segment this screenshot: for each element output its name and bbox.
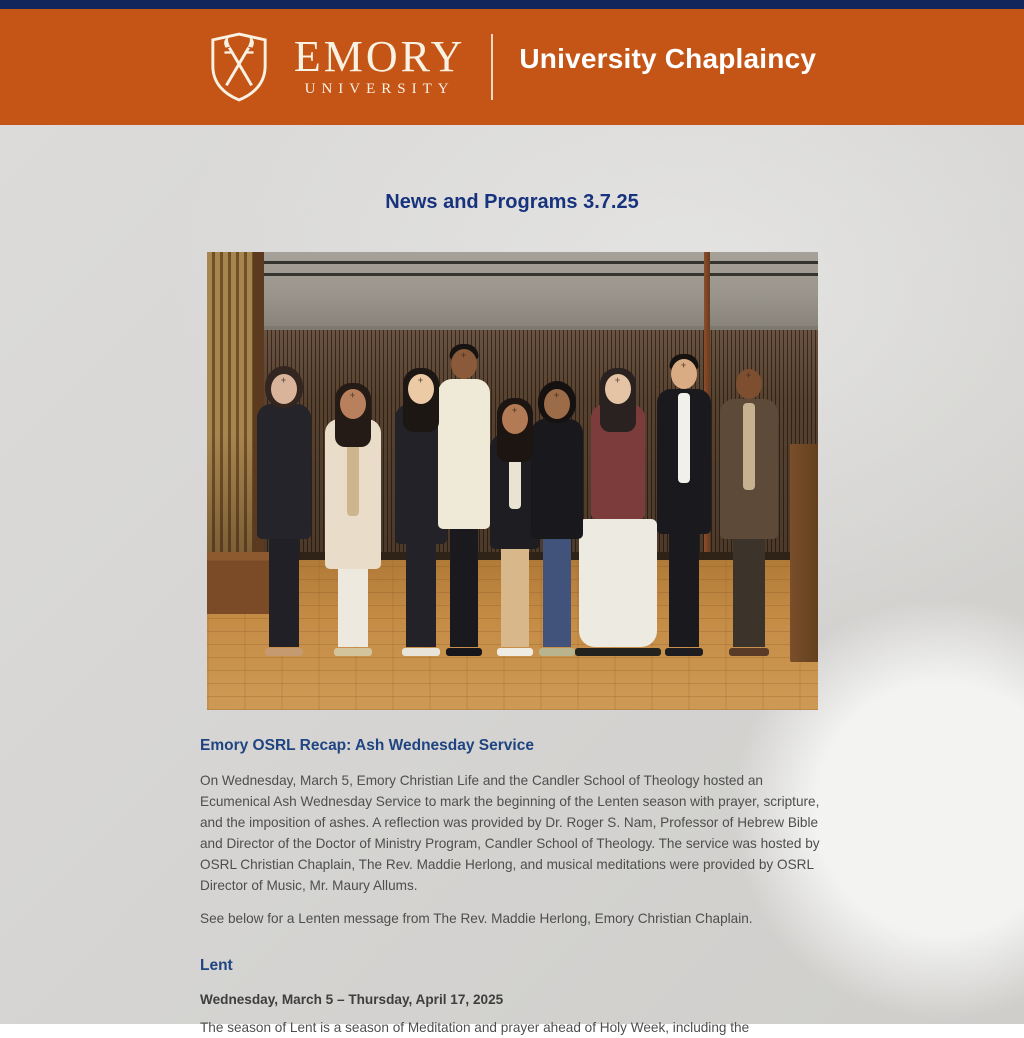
person — [709, 367, 789, 656]
recap-note: See below for a Lenten message from The Rev. Maddie Herlong, Emory Christian Chaplain. — [200, 911, 753, 926]
newsletter-body — [200, 191, 824, 1038]
department-title: University Chaplaincy — [519, 43, 817, 74]
emory-logo — [208, 31, 465, 103]
photo-people — [207, 252, 818, 710]
lent-dates: Wednesday, March 5 – Thursday, April 17, 2025 — [200, 992, 504, 1007]
group-photo — [207, 252, 818, 710]
page-title: News and Programs 3.7.25 — [385, 191, 639, 213]
wordmark-emory: EMORY — [293, 31, 466, 81]
wordmark-university: UNIVERSITY — [304, 80, 455, 97]
lent-heading: Lent — [200, 957, 233, 974]
recap-body: On Wednesday, March 5, Emory Christian Life and the Candler School of Theology hosted an Ecumenical Ash Wednesday Service to mark the beginning of the Lenten season with prayer, scripture, and the imposition of ashes. A reflection was provided by Dr. Roger S. Nam, Professor of Hebrew Bible and Director of the Doctor of Ministry Program, Candler School of Theology. The service was hosted by OSRL Christian Chaplain, The Rev. Maddie Herlong, and musical meditations were provided by OSRL Director of Music, Mr. Maury Allums. — [200, 773, 820, 893]
recap-heading: Emory OSRL Recap: Ash Wednesday Service — [200, 737, 534, 754]
header-banner — [0, 9, 1024, 125]
emory-wordmark — [293, 31, 466, 98]
person — [244, 372, 324, 656]
lent-body-partial: The season of Lent is a season of Meditation and prayer ahead of Holy Week, including the — [200, 1020, 750, 1035]
top-navy-bar — [0, 0, 1024, 9]
brand-divider — [491, 34, 493, 100]
emory-shield-torches-icon — [208, 31, 270, 103]
brand-lockup — [208, 31, 816, 103]
